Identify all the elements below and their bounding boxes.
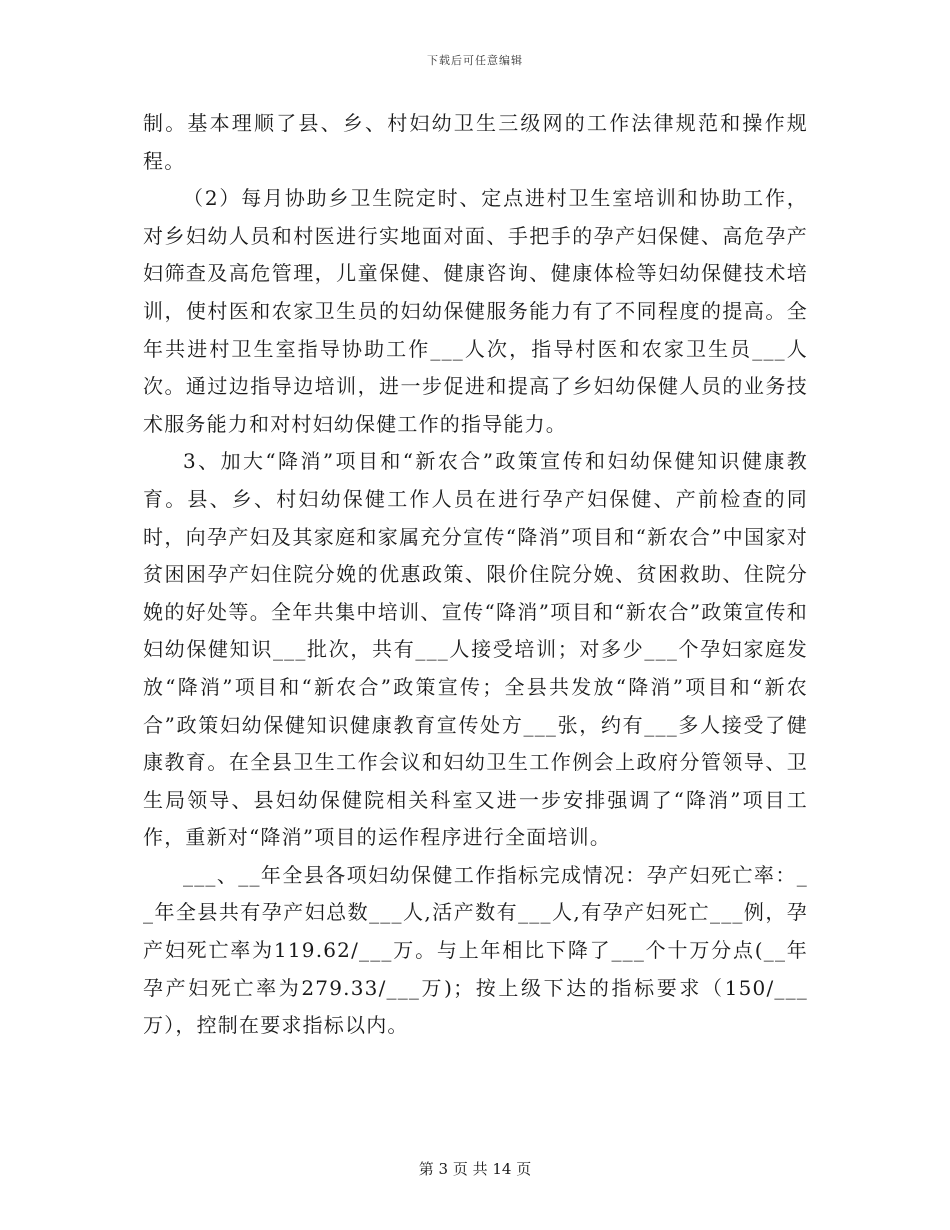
paragraph-policy-publicity: 3、加大“降消”项目和“新农合”政策宣传和妇幼保健知识健康教育。县、乡、村妇幼保健工作人员在进行孕产妇保健、产前检查的同时，向孕产妇及其家庭和家属充分宣传“降消”项目和“新农合”中国家对贫困困孕产妇住院分娩的优惠政策、限价住院分娩、贫困救助、住院分娩的好处等。全年共集中培训、宣传“降消”项目和“新农合”政策宣传和妇幼保健知识___批次，共有___人接受培训；对多少___个孕妇家庭发放“降消”项目和“新农合”政策宣传；全县共发放“降消”项目和“新农合”政策妇幼保健知识健康教育宣传处方___张，约有___多人接受了健康教育。在全县卫生工作会议和妇幼卫生工作例会上政府分管领导、卫生局领导、县妇幼保健院相关科室又进一步安排强调了“降消”项目工作，重新对“降消”项目的运作程序进行全面培训。 [143, 449, 808, 850]
paragraph-training-assistance: （2）每月协助乡卫生院定时、定点进村卫生室培训和协助工作，对乡妇幼人员和村医进行实地面对面、手把手的孕产妇保健、高危孕产妇筛查及高危管理，儿童保健、健康咨询、健康体检等妇幼保健技术培训，使村医和农家卫生员的妇幼保健服务能力有了不同程度的提高。全年共进村卫生室指导协助工作___人次，指导村医和农家卫生员___人次。通过边指导边培训，进一步促进和提高了乡妇幼保健人员的业务技术服务能力和对村妇幼保健工作的指导能力。 [143, 186, 808, 436]
page-header: 下载后可任意编辑 [427, 54, 523, 67]
paragraph-indicator-completion: ___、__年全县各项妇幼保健工作指标完成情况：孕产妇死亡率：__年全县共有孕产妇总数___人,活产数有___人,有孕产妇死亡___例，孕产妇死亡率为119.62/___万。与上年相比下降了___个十万分点(__年孕产妇死亡率为279.33/___万)；按上级下达的指标要求（150/___万），控制在要求指标以内。 [143, 862, 808, 1038]
document-body [143, 105, 808, 1045]
paragraph-continuation: 制。基本理顺了县、乡、村妇幼卫生三级网的工作法律规范和操作规程。 [143, 111, 808, 173]
page-number: 第 3 页 共 14 页 [418, 1160, 532, 1178]
